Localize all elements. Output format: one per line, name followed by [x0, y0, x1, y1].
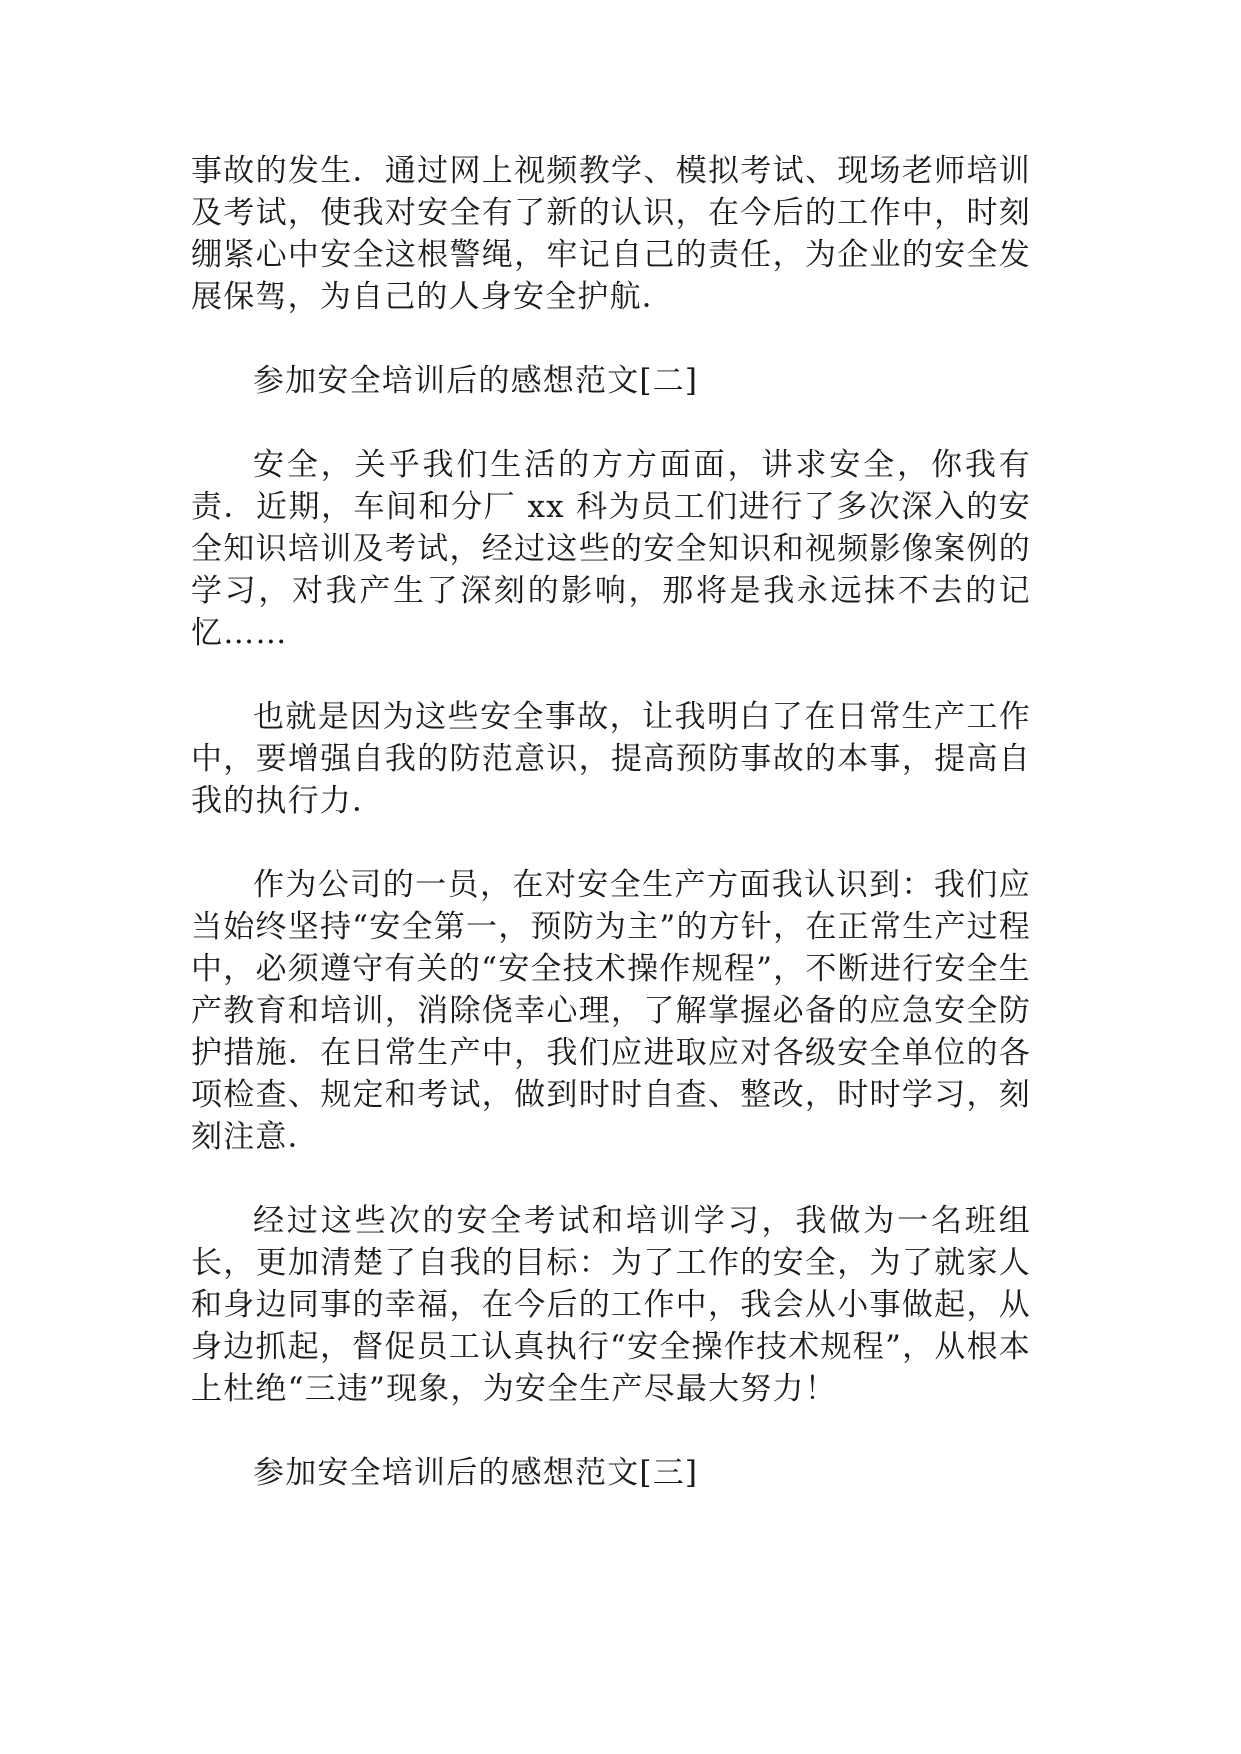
paragraph-team-leader: 经过这些次的安全考试和培训学习，我做为一名班组长，更加清楚了自我的目标：为了工作的安全，为了就家人和身边同事的幸福，在今后的工作中，我会从小事做起，从身边抓起，督促员工认真执行“安全操作技术规程”，从根本上杜绝“三违”现象，为安全生产尽最大努力！	[191, 1203, 1031, 1407]
paragraph-accident-lesson: 也就是因为这些安全事故，让我明白了在日常生产工作中，要增强自我的防范意识，提高预防事故的本事，提高自我的执行力．	[191, 699, 1031, 819]
paragraph-company-member: 作为公司的一员，在对安全生产方面我认识到：我们应当始终坚持“安全第一，预防为主”的方针，在正常生产过程中，必须遵守有关的“安全技术操作规程”，不断进行安全生产教育和培训，消除侥幸心理，了解掌握必备的应急安全防护措施．在日常生产中，我们应进取应对各级安全单位的各项检查、规定和考试，做到时时自查、整改，时时学习，刻刻注意．	[191, 867, 1031, 1155]
paragraph-safety-intro: 安全，关乎我们生活的方方面面，讲求安全，你我有责．近期，车间和分厂 xx 科为员工们进行了多次深入的安全知识培训及考试，经过这些的安全知识和视频影像案例的学习，对我产生了深刻的影响，那将是我永远抹不去的记忆……	[191, 447, 1031, 651]
paragraph-spacer	[191, 1410, 1031, 1452]
paragraph-spacer	[191, 402, 1031, 444]
paragraph-spacer	[191, 318, 1031, 360]
paragraph-continuation: 事故的发生．通过网上视频教学、模拟考试、现场老师培训及考试，使我对安全有了新的认识，在今后的工作中，时刻绷紧心中安全这根警绳，牢记自己的责任，为企业的安全发展保驾，为自己的人身安全护航．	[191, 153, 1031, 315]
paragraph-spacer	[191, 654, 1031, 696]
paragraph-spacer	[191, 1158, 1031, 1200]
section-heading-2: 参加安全培训后的感想范文[二]	[253, 363, 699, 399]
section-heading-3: 参加安全培训后的感想范文[三]	[253, 1455, 699, 1491]
document-body	[191, 150, 1031, 1494]
paragraph-spacer	[191, 822, 1031, 864]
